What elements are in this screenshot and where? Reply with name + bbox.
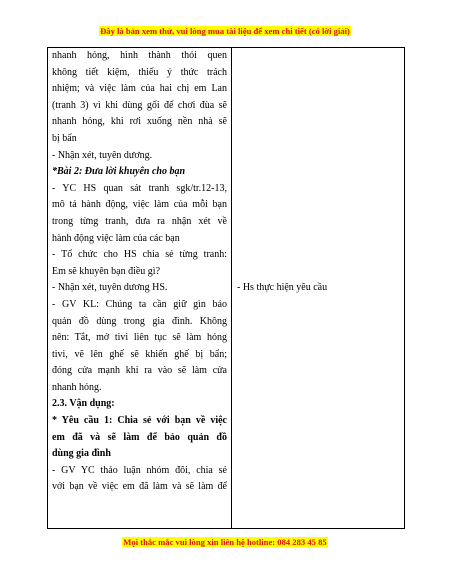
text-line: *Bài 2: Đưa lời khuyên cho bạn: [52, 166, 186, 178]
student-activities-cell: [232, 48, 405, 529]
table-row: [48, 48, 405, 529]
text-line: (tranh 3) vì khi dùng gối để chơi đùa sẽ: [52, 99, 227, 111]
text-line: - Nhận xét, tuyên dương.: [52, 149, 153, 161]
teacher-activities-cell: [48, 48, 232, 529]
preview-notice-banner: [0, 26, 450, 36]
hotline-text: Mọi thắc mắc vui lòng xin liên hệ hotline: 084 283 45 85: [123, 537, 327, 547]
text-line: - GV YC thảo luận nhóm đôi, chia sẻ: [52, 464, 227, 476]
text-line: với bạn về việc em đã làm và sẽ làm để: [52, 481, 227, 493]
lesson-plan-table: [47, 47, 405, 529]
text-line: quản đồ dùng trong gia đình. Không: [52, 315, 227, 327]
text-line: nên: Tắt, mở tivi liên tục sẽ làm hỏng: [52, 332, 227, 344]
text-line: nhanh hỏng, hình thành thói quen: [52, 50, 227, 61]
text-line: - Nhận xét, tuyên dương HS.: [52, 282, 168, 294]
text-line: hành động việc làm của các bạn: [52, 232, 180, 244]
text-line: * Yêu cầu 1: Chia sẻ với bạn về việc: [52, 415, 227, 427]
text-line: đóng cửa mạnh khi ra vào sẽ làm cửa: [52, 365, 227, 377]
text-line: trong từng tranh, đưa ra nhận xét về: [52, 215, 227, 227]
text-line: nhanh hỏng.: [52, 381, 102, 393]
text-line: em đã và sẽ làm để bảo quản đồ: [52, 431, 227, 443]
text-line: 2.3. Vận dụng:: [52, 398, 115, 410]
text-line: - Tổ chức cho HS chia sẻ từng tranh:: [52, 249, 227, 261]
text-line: dùng gia đình: [52, 448, 111, 460]
text-line: không tiết kiệm, thiếu ý thức trách: [52, 66, 227, 78]
teacher-activities-text: [52, 48, 227, 496]
text-line: Em sẽ khuyên bạn điều gì?: [52, 265, 161, 277]
text-line: nhiệm; và việc làm của hai chị em Lan: [52, 83, 227, 95]
text-line: bị bẩn: [52, 132, 77, 144]
student-activity-text: - Hs thực hiện yêu cầu: [237, 282, 328, 293]
text-line: - GV KL: Chúng ta cần giữ gìn bảo: [52, 298, 227, 310]
preview-notice-text: Đây là bản xem thử, vui lòng mua tài liệu để xem chi tiết (có lời giải): [100, 26, 350, 36]
text-line: nhanh hỏng, khi rơi xuống nền nhà sẽ: [52, 116, 227, 128]
text-line: tivi, vẽ lên ghế sẽ khiến ghế bị bẩn;: [52, 348, 227, 360]
text-line: - YC HS quan sát tranh sgk/tr.12-13,: [52, 182, 227, 194]
text-line: mô tả hành động, việc làm của mỗi bạn: [52, 199, 227, 211]
hotline-banner: [0, 537, 450, 547]
